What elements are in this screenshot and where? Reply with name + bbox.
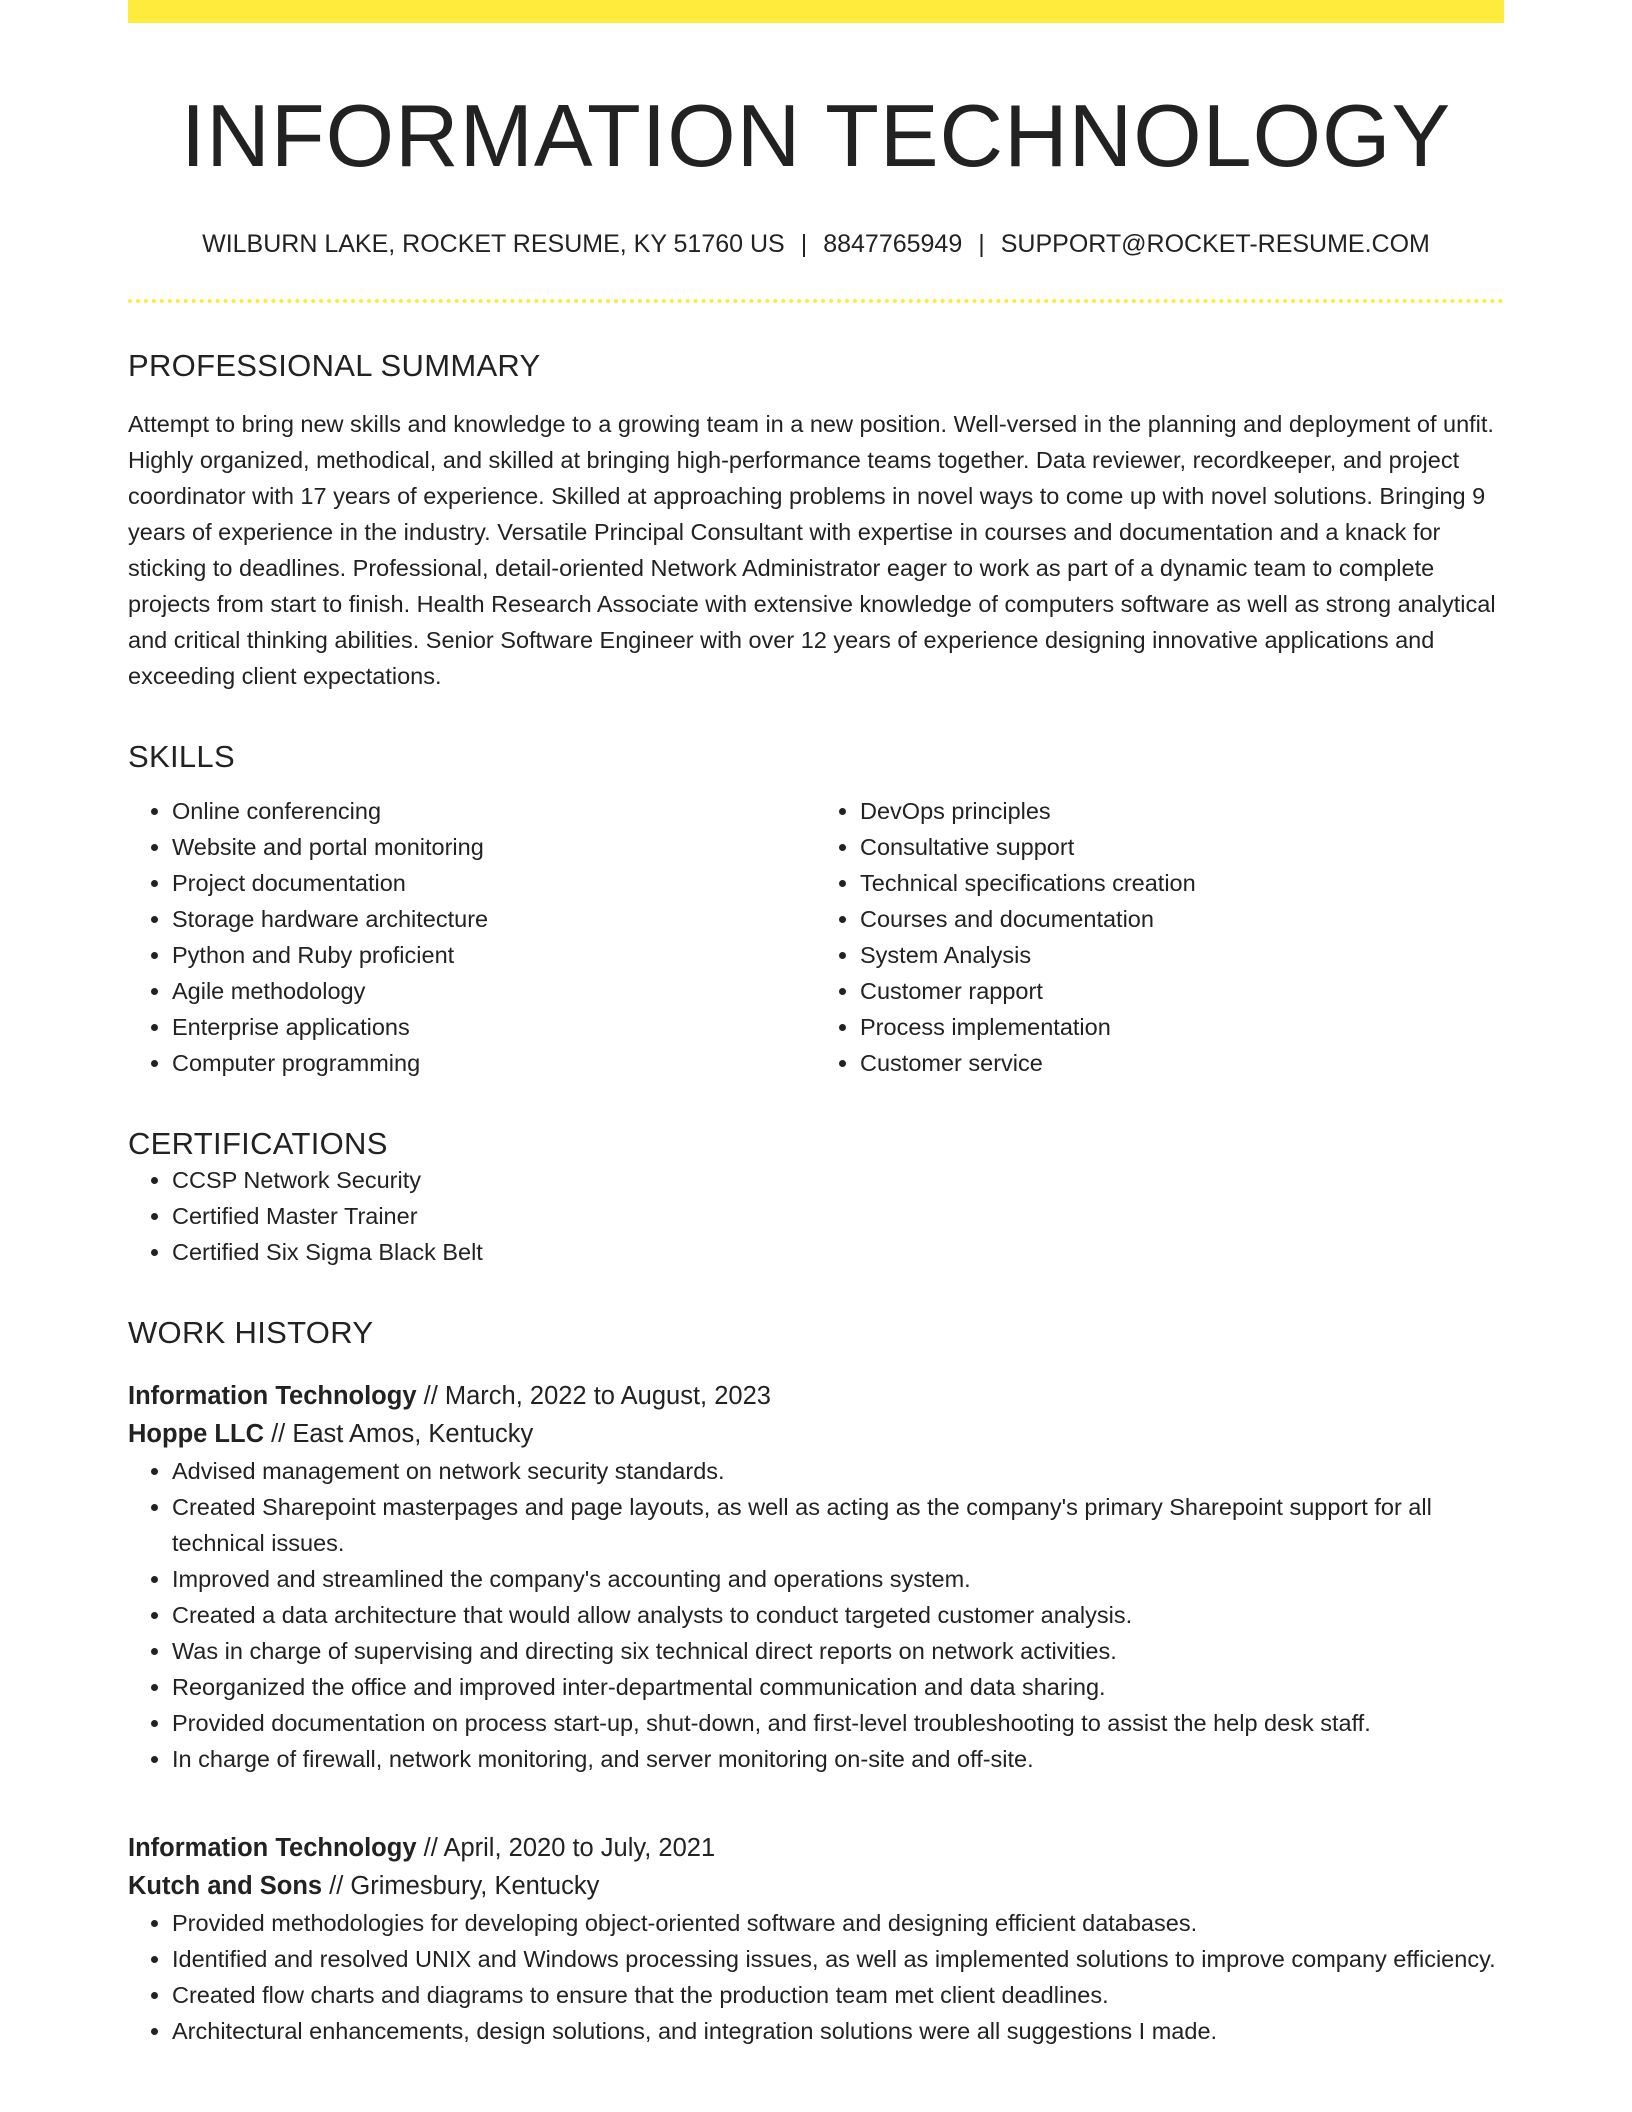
resume-page	[128, 0, 1504, 2049]
job-header	[128, 1377, 1504, 1453]
job-duty: • Provided documentation on process start-up, shut-down, and first-level troubleshooting to assist the help desk staff.	[172, 1705, 1504, 1741]
job-spacer	[128, 1777, 1504, 1803]
skill-item: • Online conferencing	[172, 793, 816, 829]
contact-phone: 8847765949	[823, 230, 963, 259]
job-duties-list	[128, 1453, 1504, 1777]
accent-top-bar	[128, 0, 1504, 23]
job-duty: • In charge of firewall, network monitoring, and server monitoring on-site and off-site.	[172, 1741, 1504, 1777]
skill-item: • Storage hardware architecture	[172, 901, 816, 937]
skill-item: • Python and Ruby proficient	[172, 937, 816, 973]
skills-list-left	[128, 793, 816, 1081]
skill-item: • Customer service	[860, 1045, 1504, 1081]
job-location: // Grimesbury, Kentucky	[322, 1872, 600, 1901]
skill-item: • Courses and documentation	[860, 901, 1504, 937]
job-duty: • Architectural enhancements, design solutions, and integration solutions were all suggestions I made.	[172, 2013, 1504, 2049]
job-entry	[128, 1377, 1504, 1777]
contact-email: SUPPORT@ROCKET-RESUME.COM	[1000, 230, 1430, 259]
job-dates: // March, 2022 to August, 2023	[416, 1382, 771, 1411]
job-duties-list	[128, 1905, 1504, 2049]
skills-list-right	[816, 793, 1504, 1081]
job-title: Information Technology	[128, 1382, 417, 1411]
work-history-heading: WORK HISTORY	[128, 1315, 374, 1351]
job-duty: • Created a data architecture that would allow analysts to conduct targeted customer analysis.	[172, 1597, 1504, 1633]
certification-item: • Certified Six Sigma Black Belt	[172, 1234, 1504, 1270]
job-title-line	[128, 1829, 1504, 1867]
job-entry	[128, 1829, 1504, 2049]
certification-item: • Certified Master Trainer	[172, 1198, 1504, 1234]
skills-columns	[128, 793, 1504, 1081]
job-company-line	[128, 1415, 1504, 1453]
skill-item: • Enterprise applications	[172, 1009, 816, 1045]
summary-text: Attempt to bring new skills and knowledge to a growing team in a new position. Well-versed in the planning and deployment of unfit. Highly organized, methodical, and skilled at bringing high-performance teams together. Data reviewer, recordkeeper, and project coordinator with 17 years of experience. Skilled at approaching problems in novel ways to come up with novel solutions. Bringing 9 years of experience in the industry. Versatile Principal Consultant with expertise in courses and documentation and a knack for sticking to deadlines. Professional, detail-oriented Network Administrator eager to work as part of a dynamic team to complete projects from start to finish. Health Research Associate with extensive knowledge of computers software as well as strong analytical and critical thinking abilities. Senior Software Engineer with over 12 years of experience designing innovative applications and exceeding client expectations.	[128, 410, 1496, 689]
skill-item: • Process implementation	[860, 1009, 1504, 1045]
job-duty: • Created flow charts and diagrams to ensure that the production team met client deadlines.	[172, 1977, 1504, 2013]
certifications-heading: CERTIFICATIONS	[128, 1126, 388, 1162]
job-company-line	[128, 1867, 1504, 1905]
job-duty: • Provided methodologies for developing object-oriented software and designing efficient databases.	[172, 1905, 1504, 1941]
dotted-divider	[128, 299, 1504, 303]
job-title-line	[128, 1377, 1504, 1415]
skill-item: • Computer programming	[172, 1045, 816, 1081]
skills-heading: SKILLS	[128, 738, 235, 774]
contact-separator: |	[800, 230, 808, 259]
job-dates: // April, 2020 to July, 2021	[416, 1834, 716, 1863]
skill-item: • Technical specifications creation	[860, 865, 1504, 901]
resume-title: INFORMATION TECHNOLOGY	[180, 86, 1452, 185]
certifications-list	[128, 1162, 1504, 1270]
skill-item: • Project documentation	[172, 865, 816, 901]
skills-column-left	[128, 793, 816, 1081]
job-title: Information Technology	[128, 1834, 417, 1863]
skill-item: • Customer rapport	[860, 973, 1504, 1009]
skill-item: • Agile methodology	[172, 973, 816, 1009]
job-duty: • Identified and resolved UNIX and Windows processing issues, as well as implemented solutions to improve company efficiency.	[172, 1941, 1504, 1977]
skill-item: • DevOps principles	[860, 793, 1504, 829]
job-duty: • Advised management on network security standards.	[172, 1453, 1504, 1489]
job-duty: • Was in charge of supervising and directing six technical direct reports on network activities.	[172, 1633, 1504, 1669]
job-duty: • Improved and streamlined the company's accounting and operations system.	[172, 1561, 1504, 1597]
job-company: Kutch and Sons	[128, 1872, 323, 1901]
job-duty: • Reorganized the office and improved inter-departmental communication and data sharing.	[172, 1669, 1504, 1705]
job-location: // East Amos, Kentucky	[263, 1420, 534, 1449]
contact-line	[128, 228, 1504, 261]
summary-heading: PROFESSIONAL SUMMARY	[128, 347, 541, 383]
skills-column-right	[816, 793, 1504, 1081]
job-duty: • Created Sharepoint masterpages and page layouts, as well as acting as the company's primary Sharepoint support for all technical issues.	[172, 1489, 1504, 1561]
skill-item: • Website and portal monitoring	[172, 829, 816, 865]
job-company: Hoppe LLC	[128, 1420, 264, 1449]
skill-item: • System Analysis	[860, 937, 1504, 973]
contact-separator: |	[978, 230, 985, 259]
skill-item: • Consultative support	[860, 829, 1504, 865]
contact-address: WILBURN LAKE, ROCKET RESUME, KY 51760 US	[202, 230, 785, 259]
certification-item: • CCSP Network Security	[172, 1162, 1504, 1198]
job-header	[128, 1829, 1504, 1905]
